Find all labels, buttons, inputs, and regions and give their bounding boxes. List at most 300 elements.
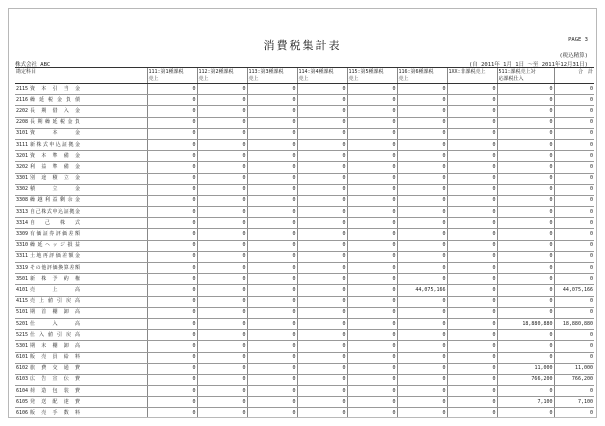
account-code: 2208 <box>16 119 29 126</box>
amount-cell: 0 <box>247 95 297 106</box>
account-cell <box>15 229 147 240</box>
amount-cell: 0 <box>247 251 297 262</box>
table-row <box>15 307 594 318</box>
account-code: 6103 <box>16 376 29 383</box>
report-period: (自 2011年 1月 1日 ～至 2011年12月31日) <box>468 62 588 68</box>
amount-cell: 0 <box>554 274 594 285</box>
amount-cell: 0 <box>297 274 347 285</box>
amount-cell: 0 <box>554 128 594 139</box>
amount-cell: 0 <box>197 84 247 95</box>
amount-cell: 0 <box>347 218 397 229</box>
table-row <box>15 240 594 251</box>
amount-cell: 0 <box>147 363 197 374</box>
amount-cell: 0 <box>497 84 554 95</box>
table-row <box>15 139 594 150</box>
account-cell <box>15 151 147 162</box>
amount-cell: 0 <box>347 162 397 173</box>
table-row <box>15 263 594 274</box>
amount-cell: 0 <box>297 285 347 296</box>
amount-cell: 0 <box>397 218 447 229</box>
amount-cell: 0 <box>397 95 447 106</box>
amount-cell: 0 <box>197 218 247 229</box>
account-code: 3314 <box>16 219 29 226</box>
account-name: 資本引当金 <box>30 85 80 92</box>
account-code: 5301 <box>16 342 29 349</box>
amount-cell: 0 <box>347 117 397 128</box>
amount-cell: 0 <box>554 117 594 128</box>
amount-cell: 0 <box>347 318 397 329</box>
amount-cell: 0 <box>247 128 297 139</box>
column-header: 511:課税売上対 応課税仕入 <box>497 68 554 84</box>
amount-cell: 0 <box>197 251 247 262</box>
amount-cell: 0 <box>447 184 497 195</box>
amount-cell: 11,000 <box>554 363 594 374</box>
amount-cell: 0 <box>447 274 497 285</box>
amount-cell: 0 <box>147 207 197 218</box>
account-cell <box>15 330 147 341</box>
account-code: 3309 <box>16 231 29 238</box>
account-cell <box>15 106 147 117</box>
account-cell <box>15 207 147 218</box>
amount-cell: 0 <box>347 229 397 240</box>
amount-cell: 0 <box>197 106 247 117</box>
amount-cell: 0 <box>347 341 397 352</box>
amount-cell: 0 <box>147 240 197 251</box>
amount-cell: 0 <box>497 307 554 318</box>
amount-cell: 0 <box>147 386 197 397</box>
amount-cell: 0 <box>147 184 197 195</box>
table-row <box>15 397 594 408</box>
amount-cell: 0 <box>297 386 347 397</box>
amount-cell: 18,880,880 <box>554 318 594 329</box>
amount-cell: 0 <box>347 263 397 274</box>
amount-cell: 0 <box>297 240 347 251</box>
amount-cell: 0 <box>347 139 397 150</box>
amount-cell: 0 <box>197 263 247 274</box>
amount-cell: 0 <box>497 151 554 162</box>
table-row <box>15 95 594 106</box>
account-cell <box>15 318 147 329</box>
amount-cell: 0 <box>247 374 297 385</box>
amount-cell: 0 <box>447 84 497 95</box>
account-code: 4115 <box>16 298 29 305</box>
amount-cell: 0 <box>247 363 297 374</box>
amount-cell: 0 <box>197 363 247 374</box>
amount-cell: 0 <box>297 251 347 262</box>
amount-cell: 0 <box>297 128 347 139</box>
amount-cell: 0 <box>554 139 594 150</box>
account-code: 2115 <box>16 85 29 92</box>
amount-cell: 766,200 <box>497 374 554 385</box>
amount-cell: 0 <box>347 195 397 206</box>
amount-cell: 0 <box>197 341 247 352</box>
amount-cell: 11,000 <box>497 363 554 374</box>
amount-cell: 0 <box>247 218 297 229</box>
amount-cell: 0 <box>554 307 594 318</box>
table-row <box>15 285 594 296</box>
amount-cell: 0 <box>347 296 397 307</box>
amount-cell: 0 <box>297 117 347 128</box>
amount-cell: 0 <box>554 386 594 397</box>
amount-cell: 0 <box>447 173 497 184</box>
account-name: 仕入高 <box>30 320 80 327</box>
table-row <box>15 251 594 262</box>
table-header-row <box>15 68 594 84</box>
amount-cell: 0 <box>497 296 554 307</box>
amount-cell: 0 <box>447 162 497 173</box>
amount-cell: 0 <box>147 195 197 206</box>
table-row <box>15 173 594 184</box>
amount-cell: 0 <box>247 184 297 195</box>
amount-cell: 0 <box>247 229 297 240</box>
amount-cell: 0 <box>497 173 554 184</box>
amount-cell: 0 <box>247 162 297 173</box>
amount-cell: 0 <box>447 251 497 262</box>
amount-cell: 0 <box>447 374 497 385</box>
table-row <box>15 341 594 352</box>
amount-cell: 0 <box>247 207 297 218</box>
amount-cell: 0 <box>397 162 447 173</box>
amount-cell: 0 <box>497 240 554 251</box>
account-code: 6101 <box>16 354 29 361</box>
amount-cell: 0 <box>247 84 297 95</box>
amount-cell: 0 <box>297 195 347 206</box>
amount-cell: 0 <box>197 162 247 173</box>
amount-cell: 0 <box>197 184 247 195</box>
page-number: PAGE 3 <box>568 37 588 43</box>
amount-cell: 0 <box>554 352 594 363</box>
account-name: 期首棚卸高 <box>30 309 80 316</box>
amount-cell: 0 <box>297 352 347 363</box>
amount-cell: 7,100 <box>554 397 594 408</box>
amount-cell: 0 <box>197 117 247 128</box>
amount-cell: 0 <box>247 106 297 117</box>
amount-cell: 0 <box>197 240 247 251</box>
amount-cell: 0 <box>297 95 347 106</box>
amount-cell: 44,075,166 <box>397 285 447 296</box>
amount-cell: 0 <box>347 330 397 341</box>
amount-cell: 0 <box>447 408 497 418</box>
amount-cell: 0 <box>297 263 347 274</box>
amount-cell: 0 <box>197 195 247 206</box>
account-cell <box>15 274 147 285</box>
amount-cell: 0 <box>397 184 447 195</box>
amount-cell: 0 <box>497 251 554 262</box>
amount-cell: 0 <box>347 184 397 195</box>
table-row <box>15 184 594 195</box>
account-code: 3311 <box>16 253 29 260</box>
amount-cell: 0 <box>297 296 347 307</box>
account-code: 3308 <box>16 197 29 204</box>
amount-cell: 0 <box>554 84 594 95</box>
amount-cell: 0 <box>497 408 554 418</box>
amount-cell: 0 <box>197 296 247 307</box>
amount-cell: 0 <box>147 341 197 352</box>
account-name: 長期繰延税金負 <box>30 119 80 126</box>
amount-cell: 0 <box>447 128 497 139</box>
amount-cell: 0 <box>247 397 297 408</box>
account-cell <box>15 162 147 173</box>
amount-cell: 0 <box>397 229 447 240</box>
account-cell <box>15 240 147 251</box>
company-name: 株式会社 ABC <box>15 62 51 68</box>
amount-cell: 0 <box>447 397 497 408</box>
amount-cell: 0 <box>147 162 197 173</box>
amount-cell: 0 <box>347 84 397 95</box>
amount-cell: 0 <box>397 117 447 128</box>
amount-cell: 0 <box>197 173 247 184</box>
amount-cell: 0 <box>497 218 554 229</box>
amount-cell: 0 <box>147 128 197 139</box>
amount-cell: 0 <box>497 117 554 128</box>
amount-cell: 44,075,166 <box>554 285 594 296</box>
account-name: 期末棚卸高 <box>30 342 80 349</box>
amount-cell: 0 <box>297 207 347 218</box>
column-header: 113:第3種課税 売上 <box>247 68 297 84</box>
amount-cell: 0 <box>397 341 447 352</box>
amount-cell: 0 <box>347 151 397 162</box>
account-code: 3101 <box>16 130 29 137</box>
report-title: 消費税集計表 <box>263 39 342 52</box>
account-cell <box>15 95 147 106</box>
account-code: 6104 <box>16 387 29 394</box>
amount-cell: 0 <box>497 285 554 296</box>
amount-cell: 0 <box>147 274 197 285</box>
tax-method-label: (税込精算) <box>559 53 588 59</box>
account-name: 発送配達費 <box>30 398 80 405</box>
column-header: 112:第2種課税 売上 <box>197 68 247 84</box>
amount-cell: 0 <box>147 318 197 329</box>
amount-cell: 0 <box>397 374 447 385</box>
amount-cell: 0 <box>554 263 594 274</box>
table-row <box>15 162 594 173</box>
amount-cell: 0 <box>297 106 347 117</box>
account-cell <box>15 218 147 229</box>
amount-cell: 0 <box>147 285 197 296</box>
amount-cell: 0 <box>197 151 247 162</box>
amount-cell: 0 <box>497 106 554 117</box>
amount-cell: 0 <box>297 397 347 408</box>
amount-cell: 0 <box>147 117 197 128</box>
column-header: 合 計 <box>554 68 594 84</box>
account-code: 3202 <box>16 163 29 170</box>
account-code: 3319 <box>16 264 29 271</box>
amount-cell: 0 <box>347 128 397 139</box>
account-name: 旅費交通費 <box>30 365 80 372</box>
amount-cell: 0 <box>397 84 447 95</box>
account-code: 3501 <box>16 275 29 282</box>
column-header: 勘定科目 <box>15 68 147 84</box>
table-row <box>15 352 594 363</box>
table-row <box>15 128 594 139</box>
amount-cell: 0 <box>554 162 594 173</box>
amount-cell: 0 <box>297 162 347 173</box>
amount-cell: 0 <box>554 218 594 229</box>
table-row <box>15 318 594 329</box>
table-row <box>15 195 594 206</box>
column-header: 1XX:非課税売上 <box>447 68 497 84</box>
amount-cell: 0 <box>497 274 554 285</box>
amount-cell: 0 <box>397 307 447 318</box>
amount-cell: 0 <box>347 207 397 218</box>
amount-cell: 0 <box>397 352 447 363</box>
amount-cell: 0 <box>347 363 397 374</box>
amount-cell: 0 <box>347 307 397 318</box>
amount-cell: 0 <box>197 274 247 285</box>
account-code: 6102 <box>16 365 29 372</box>
amount-cell: 0 <box>147 397 197 408</box>
amount-cell: 0 <box>447 352 497 363</box>
table-row <box>15 106 594 117</box>
amount-cell: 0 <box>197 318 247 329</box>
amount-cell: 0 <box>497 195 554 206</box>
account-name: 繰延ヘッジ損益 <box>30 242 80 249</box>
account-name: 売上値引戻高 <box>30 298 80 305</box>
report-page <box>8 8 597 418</box>
amount-cell: 0 <box>554 195 594 206</box>
amount-cell: 0 <box>447 218 497 229</box>
amount-cell: 0 <box>554 229 594 240</box>
amount-cell: 0 <box>447 318 497 329</box>
account-name: 長期借入金 <box>30 107 80 114</box>
amount-cell: 0 <box>347 408 397 418</box>
amount-cell: 0 <box>397 274 447 285</box>
amount-cell: 0 <box>147 307 197 318</box>
account-cell <box>15 184 147 195</box>
amount-cell: 0 <box>447 151 497 162</box>
amount-cell: 0 <box>197 95 247 106</box>
table-row <box>15 408 594 418</box>
account-cell <box>15 195 147 206</box>
amount-cell: 0 <box>397 386 447 397</box>
amount-cell: 7,100 <box>497 397 554 408</box>
account-name: 繰延税金負債 <box>30 96 80 103</box>
amount-cell: 0 <box>397 263 447 274</box>
amount-cell: 0 <box>497 207 554 218</box>
amount-cell: 0 <box>147 218 197 229</box>
amount-cell: 0 <box>147 139 197 150</box>
account-code: 6106 <box>16 410 29 417</box>
account-name: 販売員給料 <box>30 354 80 361</box>
amount-cell: 0 <box>497 263 554 274</box>
amount-cell: 0 <box>554 330 594 341</box>
account-cell <box>15 84 147 95</box>
amount-cell: 0 <box>497 95 554 106</box>
amount-cell: 0 <box>554 173 594 184</box>
table-row <box>15 84 594 95</box>
amount-cell: 0 <box>247 240 297 251</box>
account-name: 別途積立金 <box>30 175 80 182</box>
account-cell <box>15 251 147 262</box>
column-header: 116:第6種課税 売上 <box>397 68 447 84</box>
account-name: 積立金 <box>30 186 80 193</box>
account-name: 繰越利益剰余金 <box>30 197 80 204</box>
amount-cell: 0 <box>197 386 247 397</box>
amount-cell: 0 <box>497 386 554 397</box>
amount-cell: 0 <box>147 173 197 184</box>
amount-cell: 0 <box>147 229 197 240</box>
amount-cell: 0 <box>554 151 594 162</box>
account-code: 3302 <box>16 186 29 193</box>
amount-cell: 0 <box>554 296 594 307</box>
table-row <box>15 296 594 307</box>
amount-cell: 0 <box>397 397 447 408</box>
amount-cell: 0 <box>247 117 297 128</box>
amount-cell: 0 <box>147 352 197 363</box>
amount-cell: 0 <box>147 84 197 95</box>
amount-cell: 0 <box>497 139 554 150</box>
account-cell <box>15 285 147 296</box>
amount-cell: 0 <box>147 330 197 341</box>
account-cell <box>15 408 147 418</box>
amount-cell: 0 <box>247 341 297 352</box>
amount-cell: 0 <box>147 95 197 106</box>
amount-cell: 0 <box>147 263 197 274</box>
account-cell <box>15 173 147 184</box>
amount-cell: 0 <box>447 330 497 341</box>
amount-cell: 0 <box>397 363 447 374</box>
amount-cell: 18,880,880 <box>497 318 554 329</box>
amount-cell: 0 <box>397 173 447 184</box>
account-name: 有価証券評価差額 <box>30 231 80 238</box>
account-cell <box>15 374 147 385</box>
amount-cell: 0 <box>497 229 554 240</box>
amount-cell: 0 <box>247 352 297 363</box>
amount-cell: 0 <box>447 263 497 274</box>
account-cell <box>15 341 147 352</box>
column-header: 115:第5種課税 売上 <box>347 68 397 84</box>
amount-cell: 0 <box>397 106 447 117</box>
amount-cell: 0 <box>297 184 347 195</box>
table-row <box>15 330 594 341</box>
amount-cell: 0 <box>347 95 397 106</box>
amount-cell: 0 <box>497 184 554 195</box>
amount-cell: 0 <box>147 251 197 262</box>
account-cell <box>15 307 147 318</box>
amount-cell: 0 <box>297 374 347 385</box>
table-row <box>15 117 594 128</box>
account-cell <box>15 386 147 397</box>
amount-cell: 0 <box>554 95 594 106</box>
amount-cell: 0 <box>554 184 594 195</box>
amount-cell: 0 <box>247 285 297 296</box>
amount-cell: 0 <box>447 95 497 106</box>
amount-cell: 0 <box>447 341 497 352</box>
amount-cell: 0 <box>447 296 497 307</box>
amount-cell: 0 <box>447 363 497 374</box>
amount-cell: 0 <box>447 195 497 206</box>
amount-cell: 0 <box>447 139 497 150</box>
amount-cell: 0 <box>147 374 197 385</box>
account-cell <box>15 397 147 408</box>
amount-cell: 0 <box>197 207 247 218</box>
amount-cell: 0 <box>347 274 397 285</box>
amount-cell: 0 <box>347 240 397 251</box>
account-cell <box>15 139 147 150</box>
amount-cell: 0 <box>347 285 397 296</box>
amount-cell: 0 <box>397 251 447 262</box>
column-header: 114:第4種課税 売上 <box>297 68 347 84</box>
amount-cell: 0 <box>297 330 347 341</box>
amount-cell: 0 <box>147 151 197 162</box>
amount-cell: 0 <box>247 263 297 274</box>
amount-cell: 0 <box>247 307 297 318</box>
amount-cell: 0 <box>347 386 397 397</box>
amount-cell: 0 <box>247 330 297 341</box>
account-name: 資本金 <box>30 130 80 137</box>
account-code: 3201 <box>16 152 29 159</box>
amount-cell: 0 <box>247 195 297 206</box>
